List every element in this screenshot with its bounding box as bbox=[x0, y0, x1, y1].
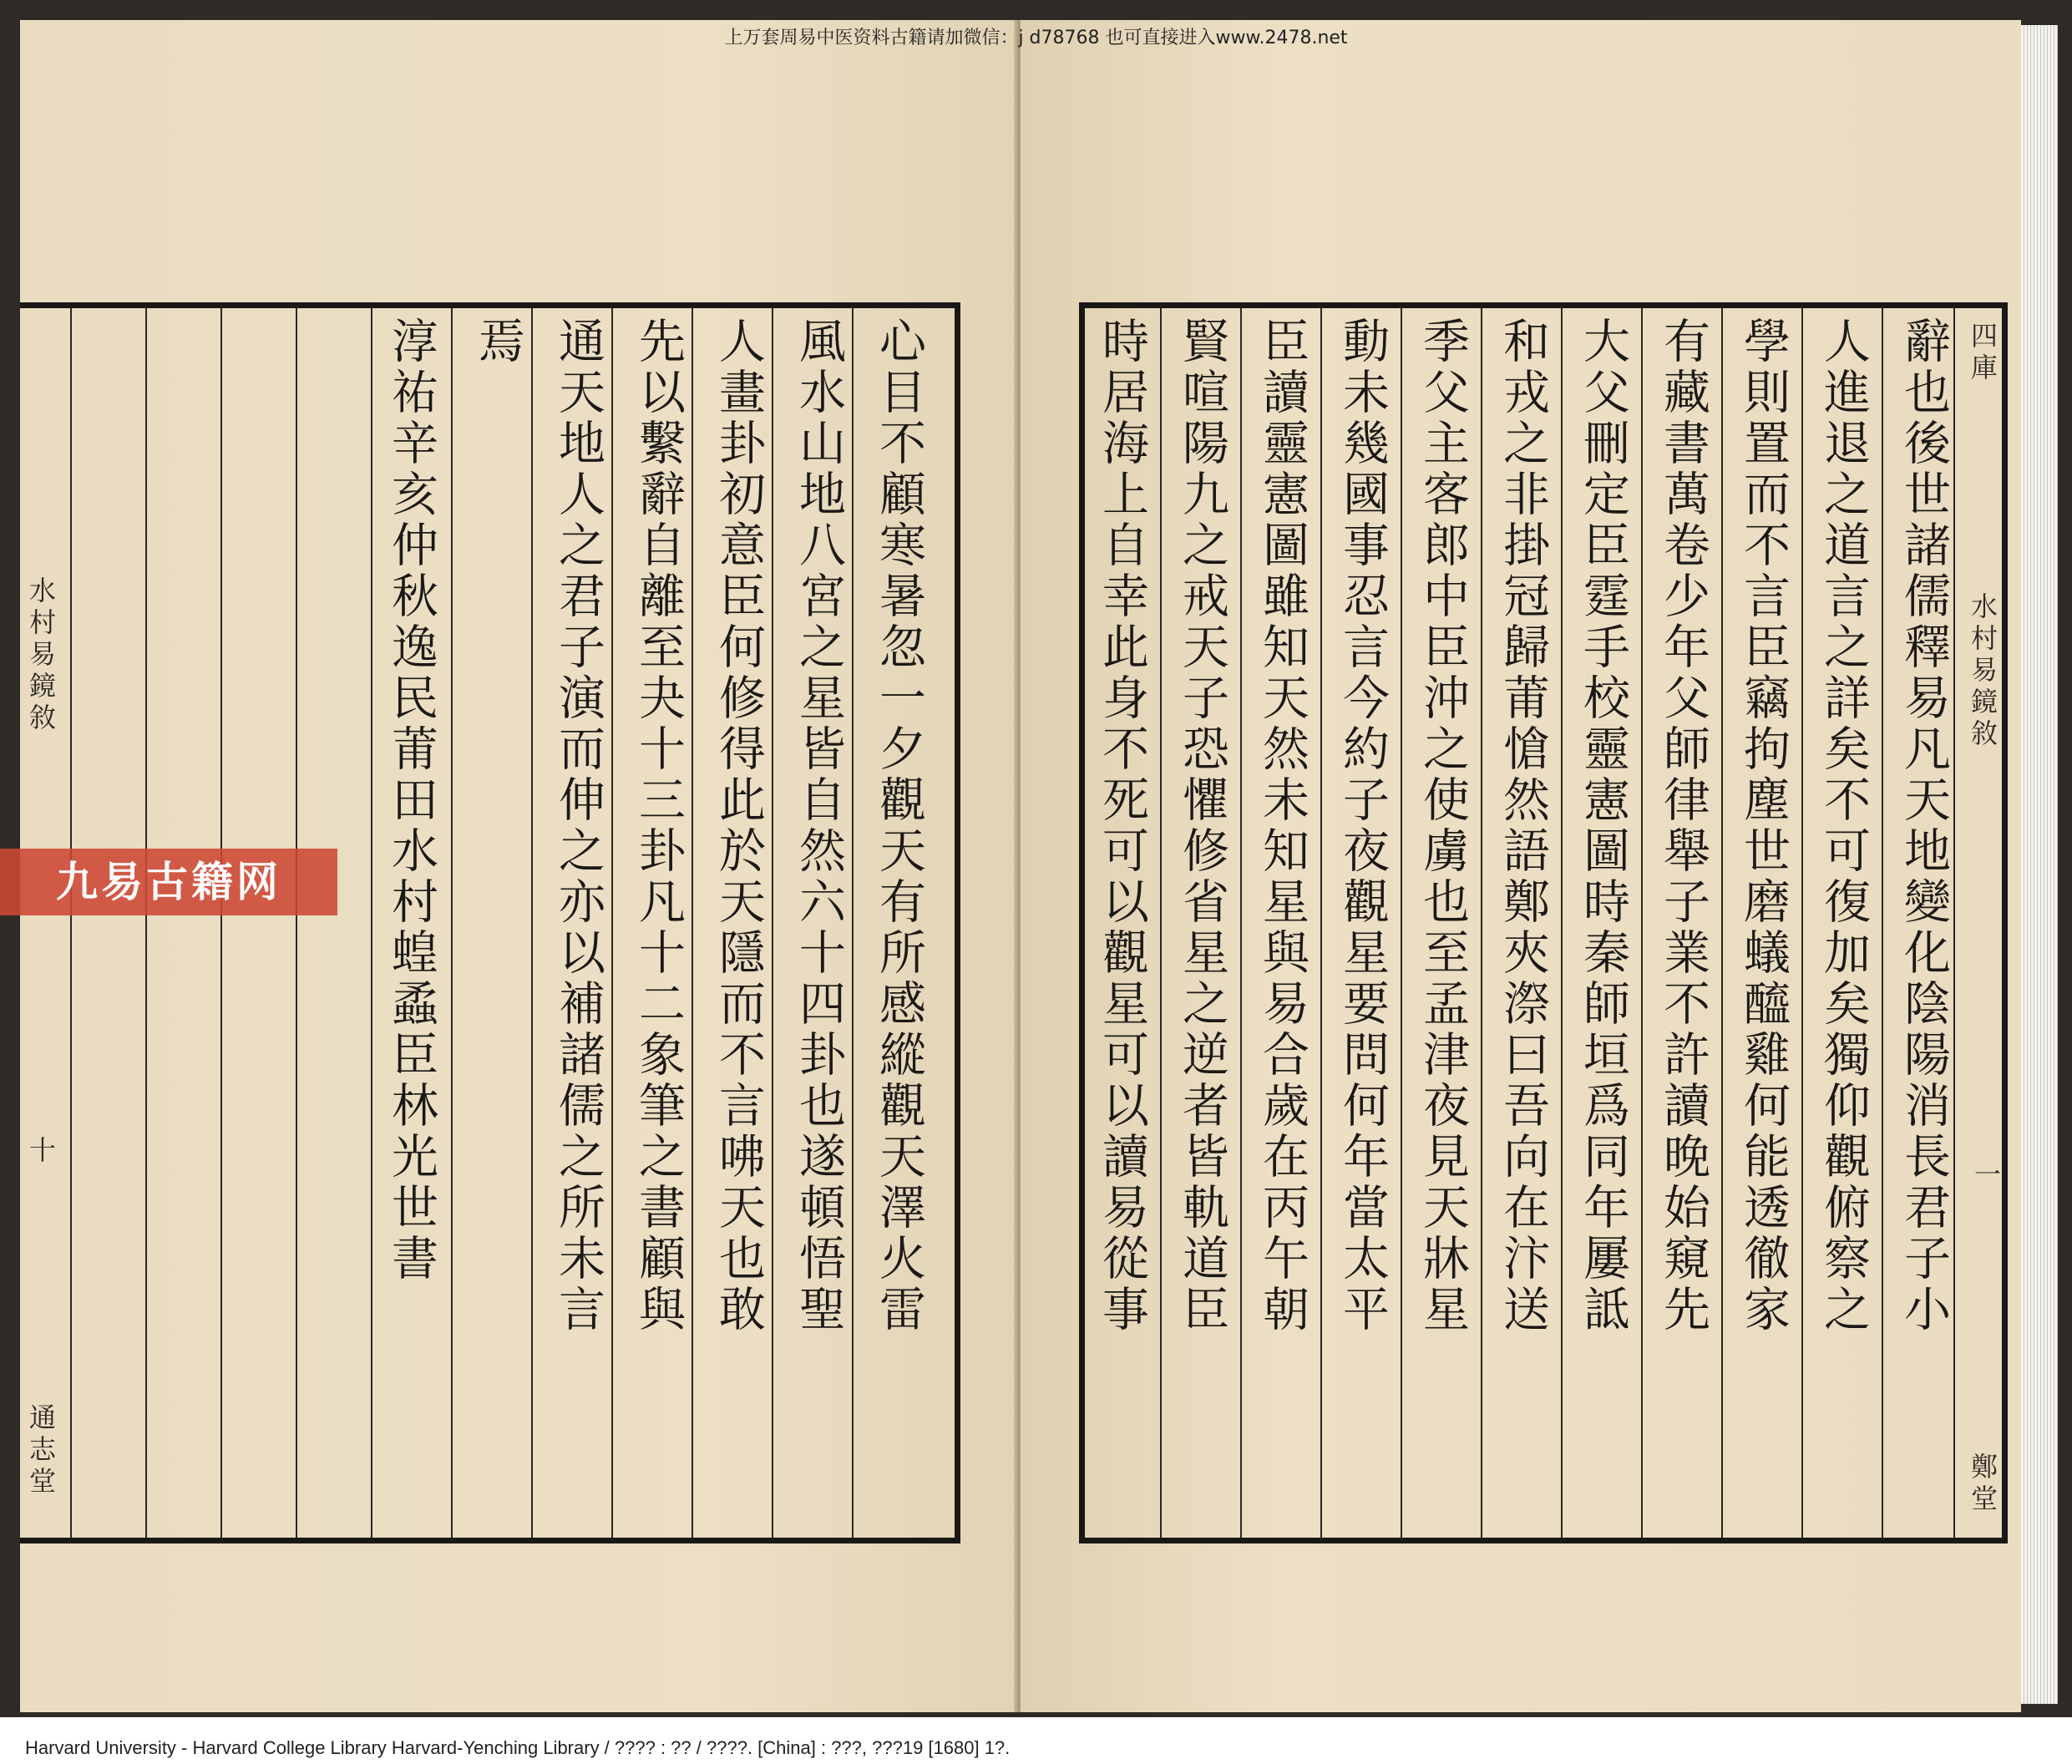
right-margin-publisher: 鄭堂 bbox=[1967, 1452, 1999, 1516]
column-rule bbox=[1882, 308, 1883, 1538]
text-column: 動未幾國事忍言今約子夜觀星要問何年當太平 bbox=[1335, 317, 1390, 1336]
column-rule bbox=[772, 308, 773, 1538]
site-logo: 九易古籍网 bbox=[0, 849, 337, 915]
text-column: 和戎之非掛冠歸莆愴然語鄭夾漈曰吾向在汴送 bbox=[1496, 317, 1550, 1336]
column-rule bbox=[1721, 308, 1723, 1538]
column-rule bbox=[611, 308, 613, 1538]
column-rule bbox=[1801, 308, 1803, 1538]
text-column: 風水山地八宮之星皆自然六十四卦也遂頓悟聖 bbox=[792, 317, 846, 1336]
text-column: 賢喧陽九之戒天子恐懼修省星之逆者皆軌道臣 bbox=[1175, 317, 1229, 1336]
column-rule bbox=[220, 308, 222, 1538]
text-column: 學則置而不言臣竊拘塵世磨蟻醯雞何能透徹家 bbox=[1736, 317, 1791, 1336]
text-column: 心目不顧寒暑忽一夕觀天有所感縱觀天澤火雷 bbox=[872, 317, 926, 1336]
text-column: 先以繫辭自離至夬十三卦凡十二象筆之書顧與 bbox=[631, 317, 686, 1336]
column-rule bbox=[1561, 308, 1563, 1538]
column-rule bbox=[1401, 308, 1402, 1538]
column-rule bbox=[70, 308, 72, 1538]
watermark-text: 上万套周易中医资料古籍请加微信：j d78768 也可直接进入www.2478.net bbox=[724, 28, 1348, 48]
text-column: 有藏書萬卷少年父師律舉子業不許讀晚始窺先 bbox=[1656, 317, 1710, 1336]
left-text-frame bbox=[20, 302, 960, 1544]
column-rule bbox=[296, 308, 297, 1538]
signature-column: 淳祐辛亥仲秋逸民莆田水村蝗蟊臣林光世書 bbox=[384, 317, 438, 1285]
column-rule bbox=[1320, 308, 1322, 1538]
text-column: 大父刪定臣霆手校靈憲圖時秦師垣爲同年屢詆 bbox=[1576, 317, 1630, 1336]
page-edges bbox=[2021, 25, 2058, 1704]
left-margin-publisher: 通志堂 bbox=[25, 1403, 57, 1498]
text-column: 通天地人之君子演而伸之亦以補諸儒之所未言 bbox=[551, 317, 605, 1336]
column-rule bbox=[1481, 308, 1482, 1538]
text-column: 人進退之道言之詳矣不可復加矣獨仰觀俯察之 bbox=[1816, 317, 1871, 1336]
column-rule bbox=[1953, 308, 1955, 1538]
right-margin-page: 一 bbox=[1970, 1160, 2002, 1192]
text-column: 季父主客郎中臣沖之使虜也至孟津夜見天牀星 bbox=[1416, 317, 1470, 1336]
column-rule bbox=[1240, 308, 1242, 1538]
left-margin-page: 十 bbox=[25, 1136, 57, 1168]
column-rule bbox=[1641, 308, 1643, 1538]
text-column: 臣讀靈憲圖雖知天然未知星與易合歲在丙午朝 bbox=[1255, 317, 1310, 1336]
column-rule bbox=[692, 308, 693, 1538]
column-rule bbox=[852, 308, 854, 1538]
image-caption: Harvard University - Harvard College Library Harvard-Yenching Library / ???? : ?? / ????. [China] : ???, ???19 [1680] 1?. bbox=[25, 1737, 1011, 1758]
column-rule bbox=[145, 308, 147, 1538]
column-rule bbox=[371, 308, 372, 1538]
text-column: 人畫卦初意臣何修得此於天隱而不言咈天也敢 bbox=[712, 317, 766, 1336]
right-text-frame bbox=[1079, 302, 2008, 1544]
text-column: 時居海上自幸此身不死可以觀星可以讀易從事 bbox=[1095, 317, 1149, 1336]
column-rule bbox=[1160, 308, 1162, 1538]
text-column: 焉 bbox=[471, 317, 525, 368]
text-column: 辭也後世諸儒釋易凡天地變化陰陽消長君子小 bbox=[1897, 317, 1951, 1336]
column-rule bbox=[531, 308, 533, 1538]
left-margin-title: 水村易鏡敘 bbox=[25, 576, 57, 735]
right-margin-top: 四庫 bbox=[1967, 322, 1999, 385]
right-margin-title: 水村易鏡敘 bbox=[1967, 592, 1999, 751]
column-rule bbox=[451, 308, 453, 1538]
